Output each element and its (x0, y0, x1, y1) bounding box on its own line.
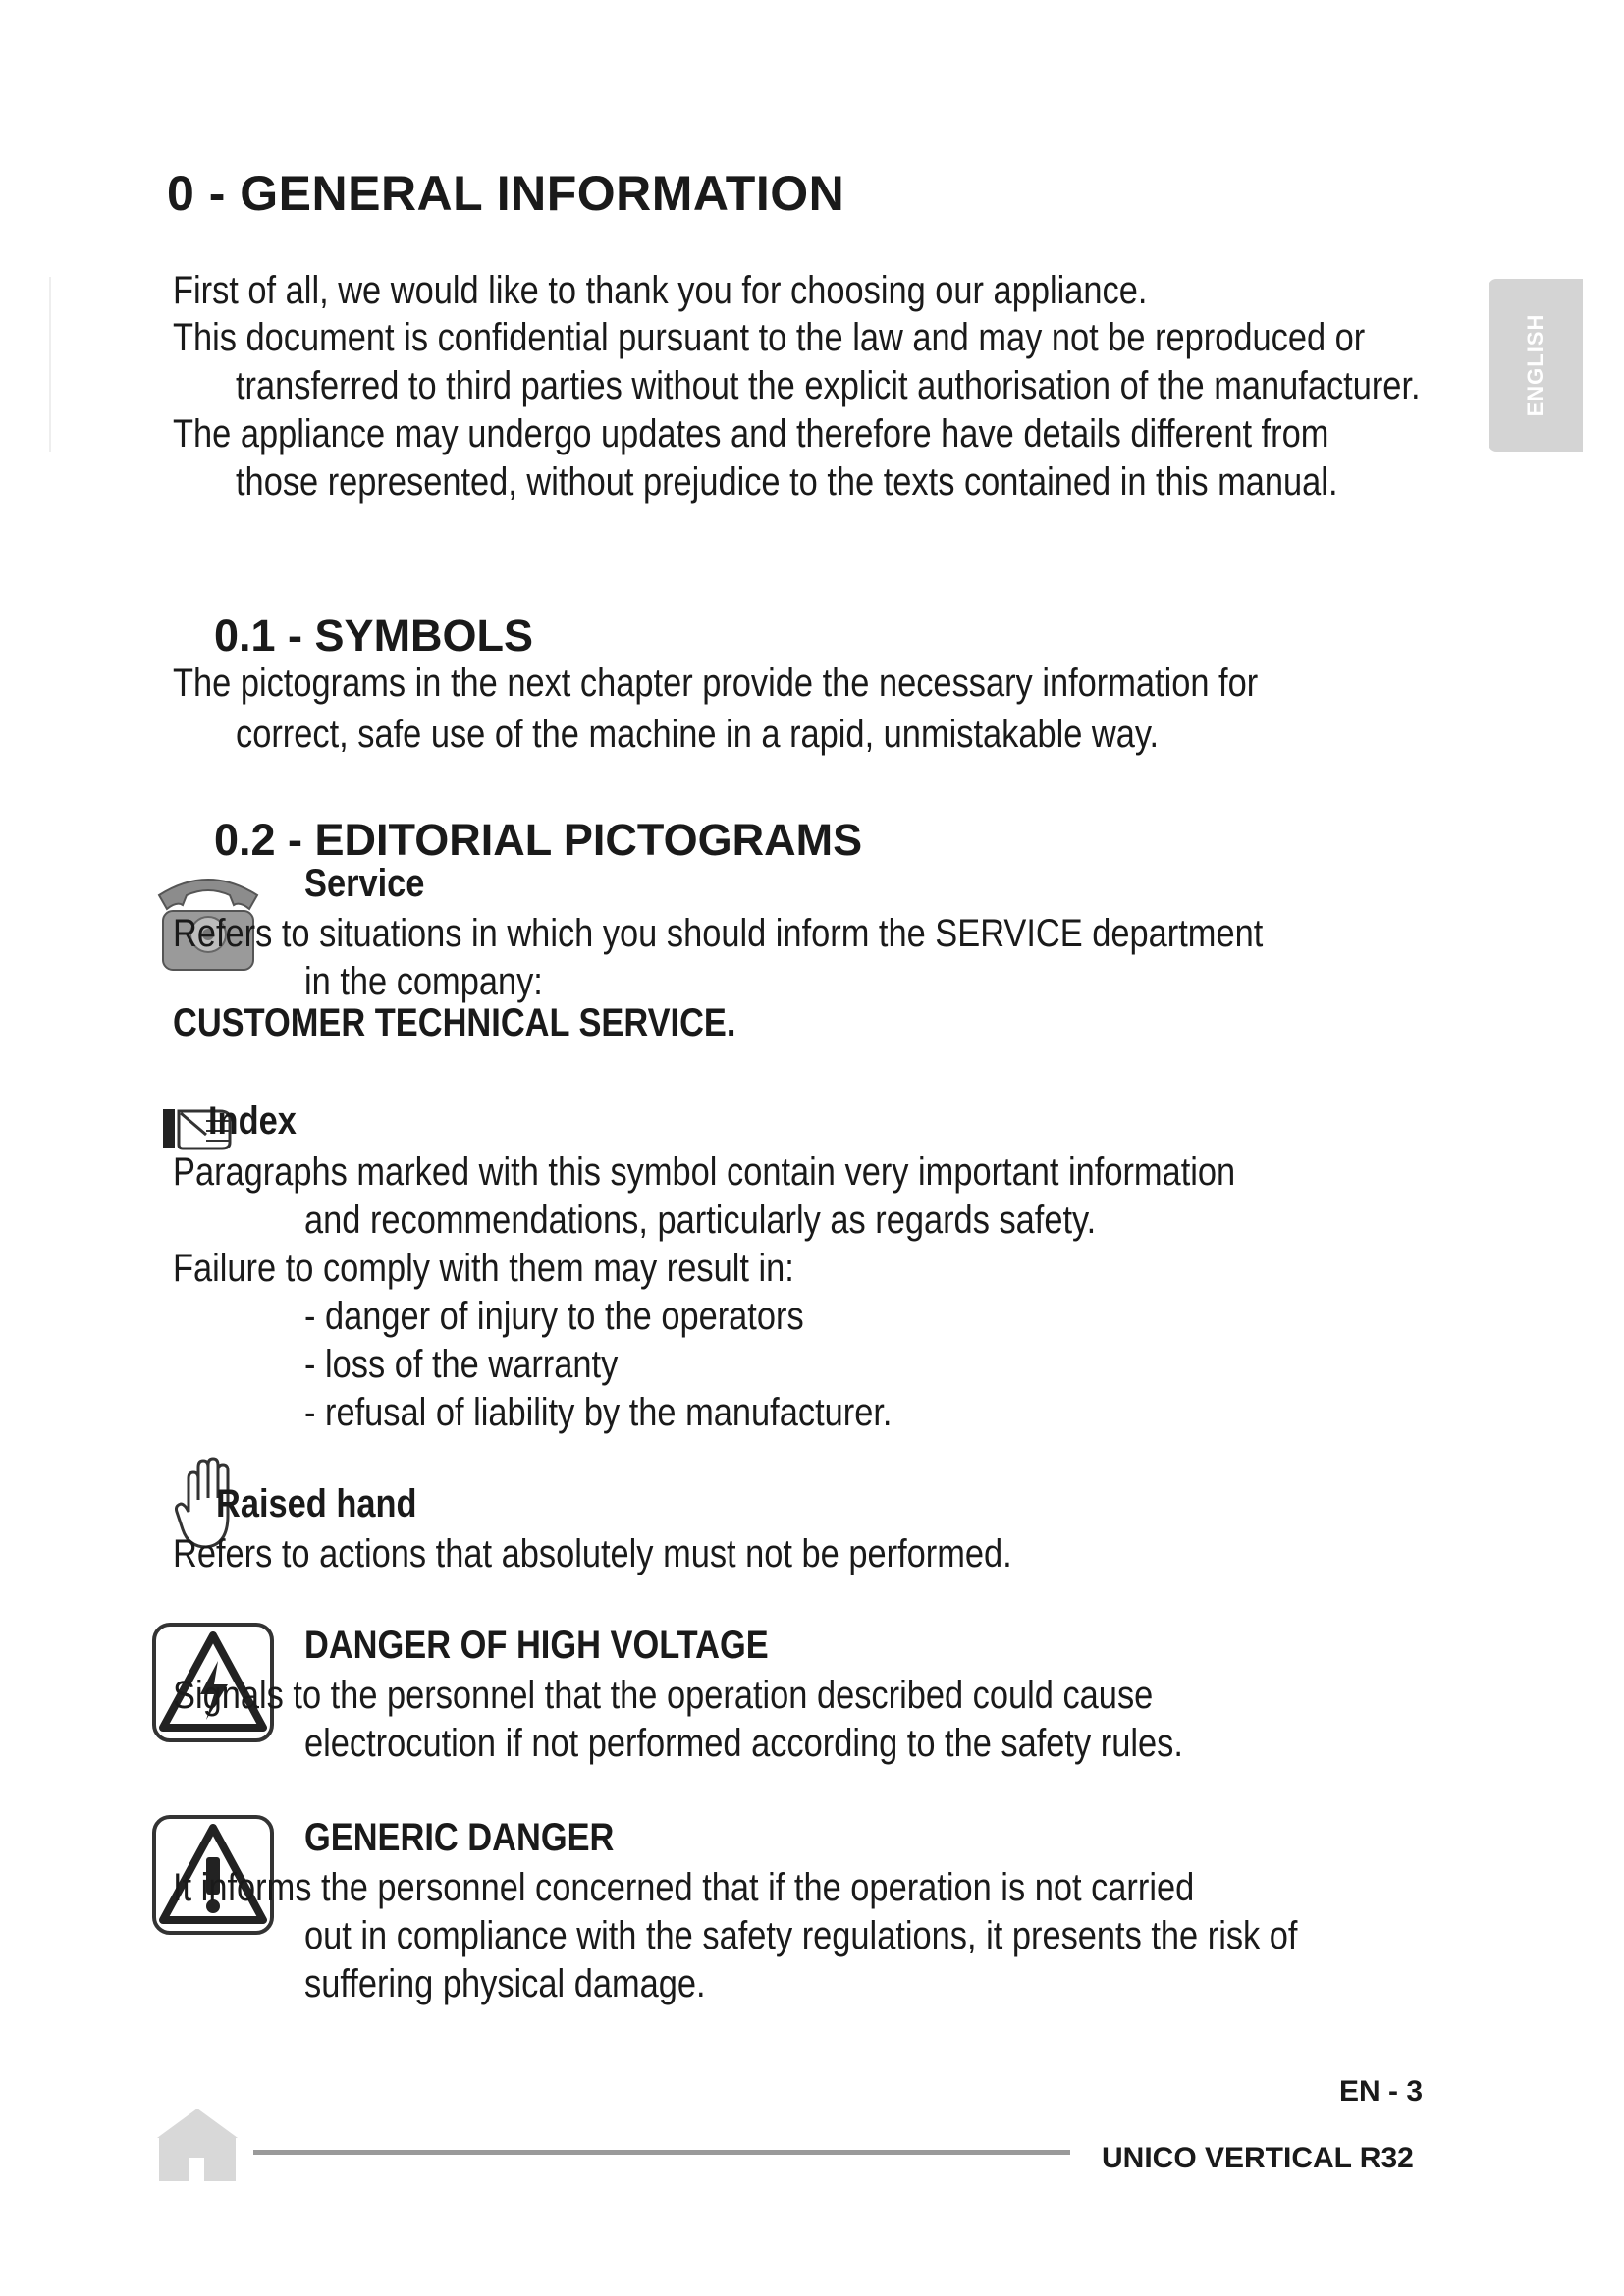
pictograms-title: 0.2 - EDITORIAL PICTOGRAMS (214, 815, 863, 865)
generic-danger-heading: GENERIC DANGER (304, 1816, 615, 1859)
margin-mark (49, 277, 51, 452)
intro-line-2: This document is confidential pursuant to the law and may not be reproduced or (173, 316, 1366, 359)
index-heading: Index (208, 1099, 297, 1143)
index-bullet-2: - loss of the warranty (304, 1343, 619, 1386)
index-line-3: Failure to comply with them may result in: (173, 1247, 794, 1290)
symbols-line-2: correct, safe use of the machine in a rapid, unmistakable way. (236, 713, 1160, 756)
index-bullet-1: - danger of injury to the operators (304, 1295, 804, 1338)
intro-line-4: The appliance may undergo updates and therefore have details different from (173, 412, 1329, 455)
high-voltage-heading: DANGER OF HIGH VOLTAGE (304, 1624, 769, 1667)
page-number: EN - 3 (1339, 2075, 1424, 2108)
intro-line-3: transferred to third parties without the explicit authorisation of the manufacturer. (236, 364, 1421, 407)
intro-line-1: First of all, we would like to thank you for choosing our appliance. (173, 269, 1148, 312)
service-heading: Service (304, 862, 425, 905)
language-tab[interactable] (1489, 279, 1583, 452)
raised-hand-line-1: Refers to actions that absolutely must not be performed. (173, 1532, 1012, 1575)
service-line-1: Refers to situations in which you should inform the SERVICE department (173, 912, 1264, 955)
high-voltage-line-1: Signals to the personnel that the operation described could cause (173, 1674, 1154, 1717)
symbols-line-1: The pictograms in the next chapter provide the necessary information for (173, 662, 1259, 705)
section-title: 0 - GENERAL INFORMATION (167, 166, 845, 221)
generic-danger-line-2: out in compliance with the safety regulations, it presents the risk of (304, 1914, 1298, 1957)
language-tab-label: ENGLISH (1523, 313, 1547, 417)
intro-line-5: those represented, without prejudice to the texts contained in this manual. (236, 460, 1338, 504)
raised-hand-heading: Raised hand (216, 1482, 417, 1525)
high-voltage-line-2: electrocution if not performed according to the safety rules. (304, 1722, 1183, 1765)
service-emphasis: CUSTOMER TECHNICAL SERVICE. (173, 1001, 736, 1044)
generic-danger-line-1: It informs the personnel concerned that if the operation is not carried (173, 1866, 1195, 1909)
footer-rule (253, 2150, 1070, 2155)
model-name: UNICO VERTICAL R32 (1102, 2142, 1414, 2174)
index-line-1: Paragraphs marked with this symbol contain very important information (173, 1150, 1236, 1194)
symbols-title: 0.1 - SYMBOLS (214, 611, 534, 661)
index-line-2: and recommendations, particularly as regards safety. (304, 1199, 1097, 1242)
service-line-2: in the company: (304, 960, 543, 1003)
home-icon[interactable] (155, 2105, 240, 2183)
index-bullet-3: - refusal of liability by the manufacturer. (304, 1391, 893, 1434)
generic-danger-line-3: suffering physical damage. (304, 1962, 706, 2005)
